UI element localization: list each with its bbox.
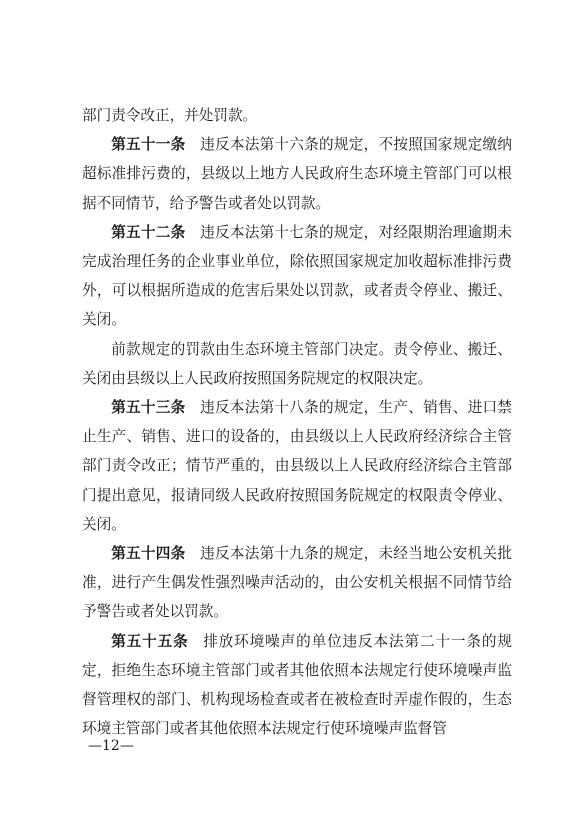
paragraph-continuation [82,101,512,130]
article-label: 第五十三条 [111,399,186,417]
body-text [82,101,512,743]
paragraph-text: 违反本法第十九条的规定，未经当地公安机关批准，进行产生偶发性强烈噪声活动的，由公安机关根据不同情节给予警告或者处以罚款。 [82,545,512,621]
article-54 [82,539,512,627]
paragraph-text: 违反本法第十七条的规定，对经限期治理逾期未完成治理任务的企业事业单位，除依照国家规定加收超标准排污费外，可以根据所造成的危害后果处以罚款，或者责令停业、搬迁、关闭。 [82,223,512,329]
article-52 [82,218,512,335]
paragraph-text: 违反本法第十六条的规定，不按照国家规定缴纳超标准排污费的，县级以上地方人民政府生态环境主管部门可以根据不同情节，给予警告或者处以罚款。 [82,136,512,212]
article-52-second-clause [82,335,512,393]
article-51 [82,130,512,218]
paragraph-text: 部门责令改正，并处罚款。 [82,107,258,124]
article-label: 第五十四条 [111,545,186,563]
article-label: 第五十一条 [111,136,186,154]
article-53 [82,393,512,539]
paragraph-text: 违反本法第十八条的规定，生产、销售、进口禁止生产、销售、进口的设备的，由县级以上人民政府经济综合主管部门责令改正；情节严重的，由县级以上人民政府经济综合主管部门提出意见，报请同级人民政府按照国务院规定的权限责令停业、关闭。 [82,399,512,533]
article-55 [82,627,512,744]
article-label: 第五十二条 [111,223,186,241]
paragraph-text: 前款规定的罚款由生态环境主管部门决定。责令停业、搬迁、关闭由县级以上人民政府按照国务院规定的权限决定。 [82,340,512,387]
article-label: 第五十五条 [111,632,189,650]
paragraph-text: 排放环境噪声的单位违反本法第二十一条的规定，拒绝生态环境主管部门或者其他依照本法规定行使环境噪声监督管理权的部门、机构现场检查或者在被检查时弄虚作假的，生态环境主管部门或者其他依照本法规定行使环境噪声监督管 [82,632,512,738]
page-number: —12— [88,738,134,754]
